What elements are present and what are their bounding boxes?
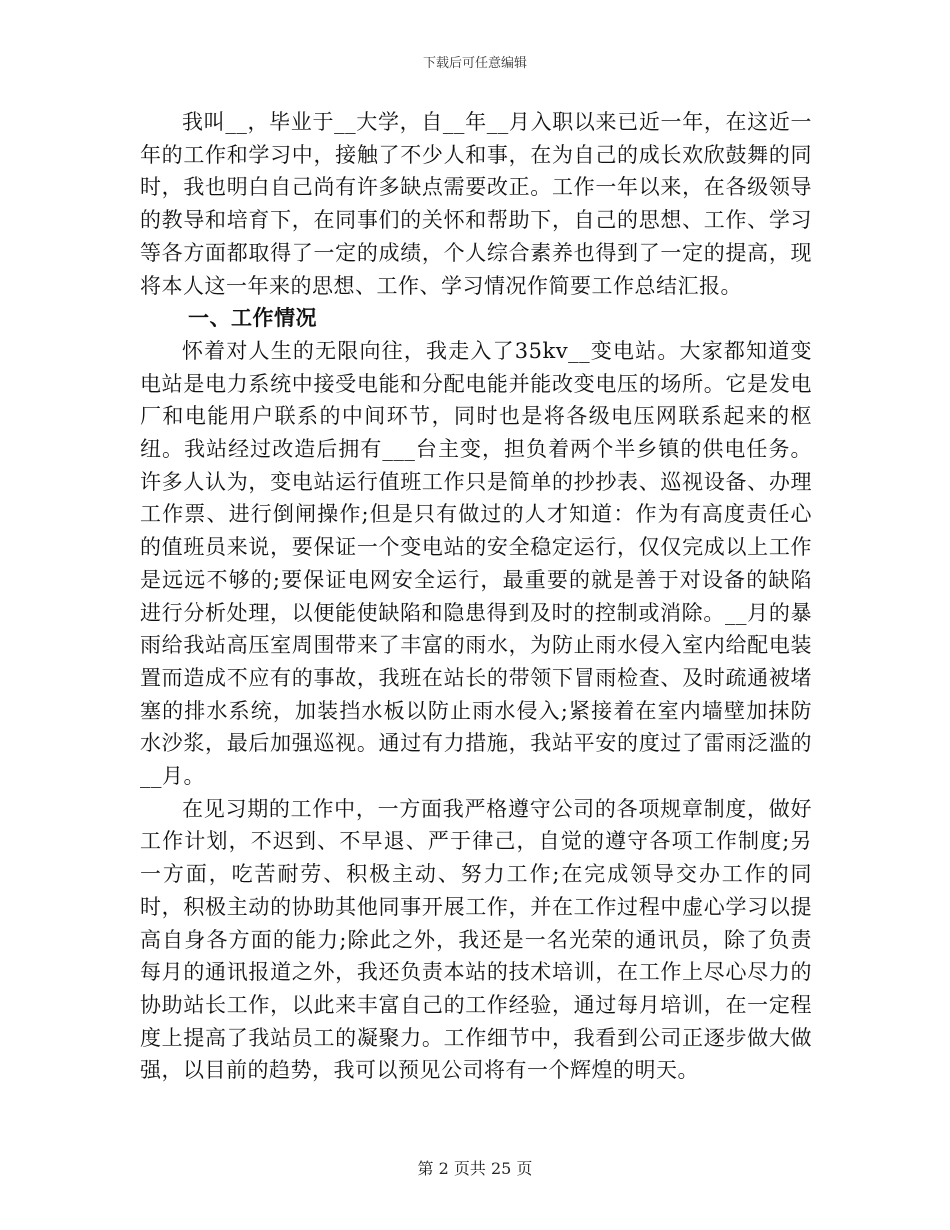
work-paragraph-1: 怀着对人生的无限向往，我走入了35kv__变电站。大家都知道变电站是电力系统中接受电能和分配电能并能改变电压的场所。它是发电厂和电能用户联系的中间环节，同时也是将各级电压网联系起来的枢纽。我站经过改造后拥有___台主变，担负着两个半乡镇的供电任务。许多人认为，变电站运行值班工作只是简单的抄抄表、巡视设备、办理工作票、进行倒闸操作;但是只有做过的人才知道：作为有高度责任心的值班员来说，要保证一个变电站的安全稳定运行，仅仅完成以上工作是远远不够的;要保证电网安全运行，最重要的就是善于对设备的缺陷进行分析处理，以便能使缺陷和隐患得到及时的控制或消除。__月的暴雨给我站高压室周围带来了丰富的雨水，为防止雨水侵入室内给配电装置而造成不应有的事故，我班在站长的带领下冒雨检查、及时疏通被堵塞的排水系统，加装挡水板以防止雨水侵入;紧接着在室内墙壁加抹防水沙浆，最后加强巡视。通过有力措施，我站平安的度过了雷雨泛滥的__月。 [140, 338, 812, 789]
work-paragraph-2: 在见习期的工作中，一方面我严格遵守公司的各项规章制度，做好工作计划，不迟到、不早退、严于律己，自觉的遵守各项工作制度;另一方面，吃苦耐劳、积极主动、努力工作;在完成领导交办工作的同时，积极主动的协助其他同事开展工作，并在工作过程中虚心学习以提高自身各方面的能力;除此之外，我还是一名光荣的通讯员，除了负责每月的通讯报道之外，我还负责本站的技术培训，在工作上尽心尽力的协助站长工作，以此来丰富自己的工作经验，通过每月培训，在一定程度上提高了我站员工的凝聚力。工作细节中，我看到公司正逐步做大做强，以目前的趋势，我可以预见公司将有一个辉煌的明天。 [140, 796, 812, 1083]
document-body [140, 106, 812, 1087]
page-number-footer: 第 2 页共 25 页 [417, 1159, 533, 1178]
intro-paragraph: 我叫__，毕业于__大学，自__年__月入职以来已近一年，在这近一年的工作和学习中，接触了不少人和事，在为自己的成长欢欣鼓舞的同时，我也明白自己尚有许多缺点需要改正。工作一年以来，在各级领导的教导和培育下，在同事们的关怀和帮助下，自己的思想、工作、学习等各方面都取得了一定的成绩，个人综合素养也得到了一定的提高，现将本人这一年来的思想、工作、学习情况作简要工作总结汇报。 [140, 110, 812, 298]
section-heading-work: 一、工作情况 [188, 305, 317, 331]
page-header: 下载后可任意编辑 [422, 56, 527, 71]
